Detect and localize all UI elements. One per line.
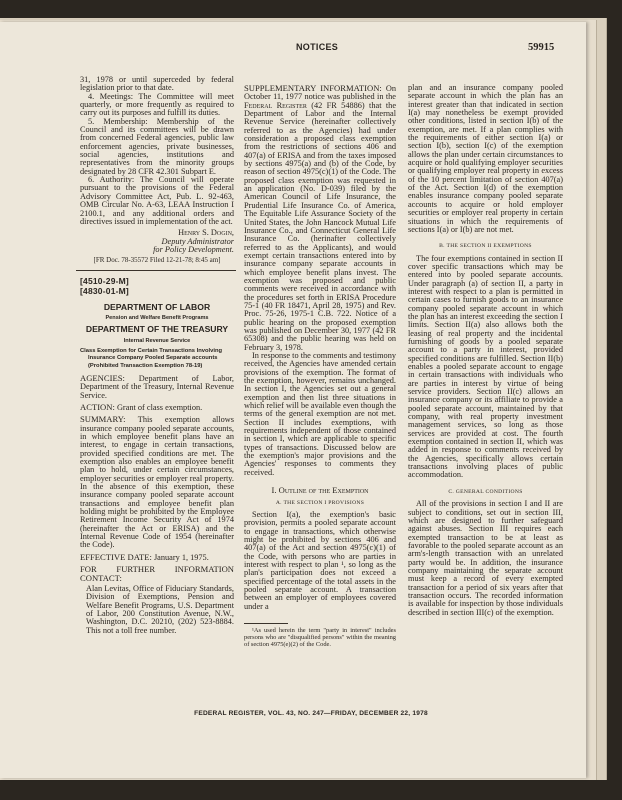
subsection-heading: C. GENERAL CONDITIONS [448, 488, 523, 495]
signature-title: for Policy Development. [153, 244, 234, 254]
summary-section [80, 415, 234, 550]
supplementary-label: SUPPLEMENTARY INFORMATION: [244, 83, 382, 93]
contact-text: Alan Levitas, Office of Fiduciary Standards, Division of Exemptions, Pension and Welfare Benefit Programs, U.S. Department of Labor, 200 Constitution Avenue, N.W., Washington, D.C. 20210, (202) 523-8884. This not a toll free number. [86, 583, 234, 635]
left-column [80, 76, 234, 635]
effective-date-label: EFFECTIVE DATE: [80, 551, 152, 562]
billing-code: [4830-01-M] [80, 285, 129, 296]
paragraph: The four exemptions contained in section II cover specific transactions which may be entered into by pooled separate accounts. Under paragraph (a) of section II, a party in interest with respect to a plan is permitted in certain cases to furnish goods to an insurance company pooled separate account in which the plan has an interest exceeding the section I limits. Section II(a) also allows both the leasing of real property and the incidental furnishing of goods by a pooled separate account to a party in interest, provided specified conditions are fulfilled. Section II(b) enables a pooled separate account to engage in certain transactions with individuals who are parties in interest by virtue of being service providers. Section II(c) allows an insurance company or its affiliate to provide a pooled separate account, maintained by that company, with real property investment management services, so long as those services are provided at cost. The fourth exemption contained in section II, which was added in response to comments received by the Agencies, specifically allows certain transactions involving places of public accommodation. [408, 253, 563, 480]
paragraph: 5. Membership: Membership of the Council and its committees will be drawn from concerned Federal agencies, public law enforcement agencies, private businesses, social agencies, institutions and representatives from the minority groups designated by 28 CFR 42.301 Subpart E. [80, 116, 234, 176]
section-heading: I. Outline of the Exemption [271, 485, 369, 496]
text-span: On October 11, 1977 notice was published in the [244, 84, 397, 102]
summary-text: This exemption allows insurance company pooled separate accounts, in which employee benefit plans have an interest, to engage in certain transactions, provided specified conditions are met. The exemption also enables an employee benefit plan to hold, under certain circumstances, employer securities or employer real property. In the absence of this exemption, these insurance company pooled separate account transactions and employee benefit plan holding might be prohibited by the Employee Retirement Income Security Act of 1974 (hereinafter the Act or ERISA) and the Internal Revenue Code of 1954 (hereinafter the Code). [80, 415, 234, 550]
section-header: NOTICES [296, 42, 339, 52]
supplementary-info [244, 84, 396, 352]
page-footer: FEDERAL REGISTER, VOL. 43, NO. 247—FRIDAY, DECEMBER 22, 1978 [194, 710, 428, 717]
paragraph: plan and an insurance company pooled separate account in which the plan has an interest greater than that indicated in section I(a) may nonetheless be exempt provided other conditions, listed in section I(b) of the exemption, are met. If a plan complies with the requirements of either section I(a) or section I(b), section I(c) of the exemption allows the plan under certain circumstances to acquire or hold qualifying employer securities or qualifying employer real property in excess of the 10 percent limitation of section 407(a) of the Act. Section I(d) of the exemption enables insurance company pooled separate accounts to acquire or hold employer securities or employer real property in certain situations in which the requirements of sections I(a) or I(b) are not met. [408, 83, 563, 234]
document-title: Class Exemption for Certain Transactions Involving Insurance Company Pooled Separate accounts (Prohibited Transaction Exemption 78-19) [80, 347, 223, 370]
action-label: ACTION: [80, 401, 115, 412]
paragraph: All of the provisions in section I and II are subject to conditions, set out in section III, which are designed to further safeguard against abuses. Section III requires each exempted transaction to be at least as favorable to the pooled separate account as an arm's-length transaction with an unrelated party would be. In addition, the insurance company maintaining the separate account must keep a record of every exempted transaction for a period of six years after that transaction occurs. The recorded information is available for inspection by those individuals described in section III(c) of the exemption. [408, 499, 563, 617]
middle-column [244, 84, 396, 648]
text-span: (42 FR 54886) that the Department of Labor and the Internal Revenue Service (hereinafter collectively referred to as the Agencies) had under consideration a proposed class exemption from the restrictions of sections 406 and 407(a) of ERISA and from the taxes imposed by sections 4975(a) and (b) of the Code, by reason of section 4975(c)(1) of the Code. The proposed class exemption was requested in an application (No. D-039) filed by the American Council of Life Insurance, the Prudential Life Insurance Co. of America, The Equitable Life Assurance Society of the United States, the John Hancock Mutual Life Insurance Co., and Connecticut General Life Insurance Co. (herinafter collectively referred to as the Applicants), and would exempt certain transactions entered into by insurance company separate accounts in which employee benefit plans invest. The exemption was proposed and public comments were received in accordance with the procedures set forth in ERISA Procedure 75-1 (40 FR 18471, April 28, 1975) and Rev. Proc. 75-26, 1975-1 C.B. 722. Notice of a public hearing on the proposed exemption was published on December 30, 1977 (42 FR 65308) and the public hearing was held on February 3, 1978. [244, 100, 396, 352]
divider [76, 270, 236, 271]
signature-name: Henry S. Dogin, [178, 228, 234, 238]
contact-label: FOR FURTHER INFORMATION CONTACT: [80, 564, 234, 583]
effective-date-text: January 1, 1975. [153, 552, 209, 562]
footnote-divider [244, 623, 288, 624]
summary-label: SUMMARY: [80, 414, 126, 425]
billing-code: [4510-29-M] [80, 275, 129, 286]
signature-title: Deputy Administrator [161, 236, 234, 246]
paragraph: Section I(a), the exemption's basic provision, permits a pooled separate account to engage in transactions, which otherwise might be prohibited by sections 406 and 407(a) of the Act and section 4975(c)(1) of the Code, with persons who are parties in interest with respect to plan ¹, so long as the plan's participation does not exceed a specified percentage of the total assets in the pooled separate account. A transaction between an employer of employees covered under a [244, 509, 396, 611]
paragraph: 6. Authority: The Council will operate pursuant to the provisions of the Federal Advisory Committee Act, Pub. L. 92-463, OMB Circular No. A-63, LEAA Instruction I 2100.1, and any additional orders and directives issued in implementation of the act. [80, 175, 234, 226]
fr-doc-line: [FR Doc. 78-35572 Filed 12-21-78; 8:45 am] [93, 256, 221, 265]
subagency-name: Pension and Welfare Benefit Programs [105, 314, 209, 321]
subagency-name: Internal Revenue Service [123, 337, 191, 344]
agency-name: DEPARTMENT OF THE TREASURY [85, 323, 229, 334]
paragraph: 4. Meetings: The Committee will meet quarterly, or more frequently as required to carry out its purposes and fulfill its duties. [80, 91, 234, 118]
subsection-heading: A. THE SECTION I PROVISIONS [275, 499, 365, 506]
agencies-section [80, 374, 234, 400]
effective-date-section [80, 553, 234, 562]
paragraph: 31, 1978 or until superceded by federal legislation prior to that date. [80, 75, 234, 93]
subsection-heading: B. THE SECTION II EXEMPTIONS [439, 243, 532, 250]
action-section [80, 403, 234, 412]
agency-name: DEPARTMENT OF LABOR [103, 301, 211, 312]
action-text: Grant of class exemption. [116, 402, 203, 412]
agencies-text: Department of Labor, Department of the Treasury, Internal Revenue Service. [80, 373, 234, 400]
federal-register-ref: Federal Register [244, 100, 307, 110]
page-number: 59915 [528, 42, 555, 53]
agencies-label: AGENCIES: [80, 372, 125, 383]
footnote: ¹As used herein the term "party in interest" includes persons who are "disqualified persons" within the meaning of section 4975(e)(2) of the Code. [244, 626, 396, 648]
right-column [408, 84, 563, 617]
paragraph: In response to the comments and testimony received, the Agencies have amended certain provisions of the exemption. The format of the exemption, however, remains unchanged. In section I, the Agencies set out a general exemption and then list three situations in which relief will be available even though the terms of the general exemption are not met. Section II includes exemptions, with requirements independent of those contained in section I, which are applicable to specific types of transactions. Discussed below are the exemption's major provisions and the Agencies' responses to comments they received. [244, 351, 396, 477]
